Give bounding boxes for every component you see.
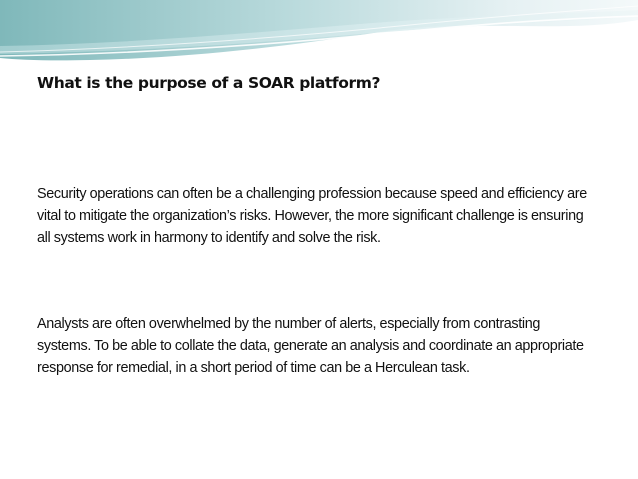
slide-title: What is the purpose of a SOAR platform? [37, 74, 381, 92]
paragraph-2: Analysts are often overwhelmed by the number of alerts, especially from contrasting systems. To be able to collate the data, generate an analysis and coordinate an appropriate response for remedial, in a short period of time can be a Herculean task. [37, 316, 584, 376]
paragraph-1: Security operations can often be a challenging profession because speed and efficiency are vital to mitigate the organization’s risks. However, the more significant challenge is ensuring all systems work in harmony to identify and solve the risk. [37, 186, 587, 246]
decorative-wave-banner [0, 0, 638, 62]
